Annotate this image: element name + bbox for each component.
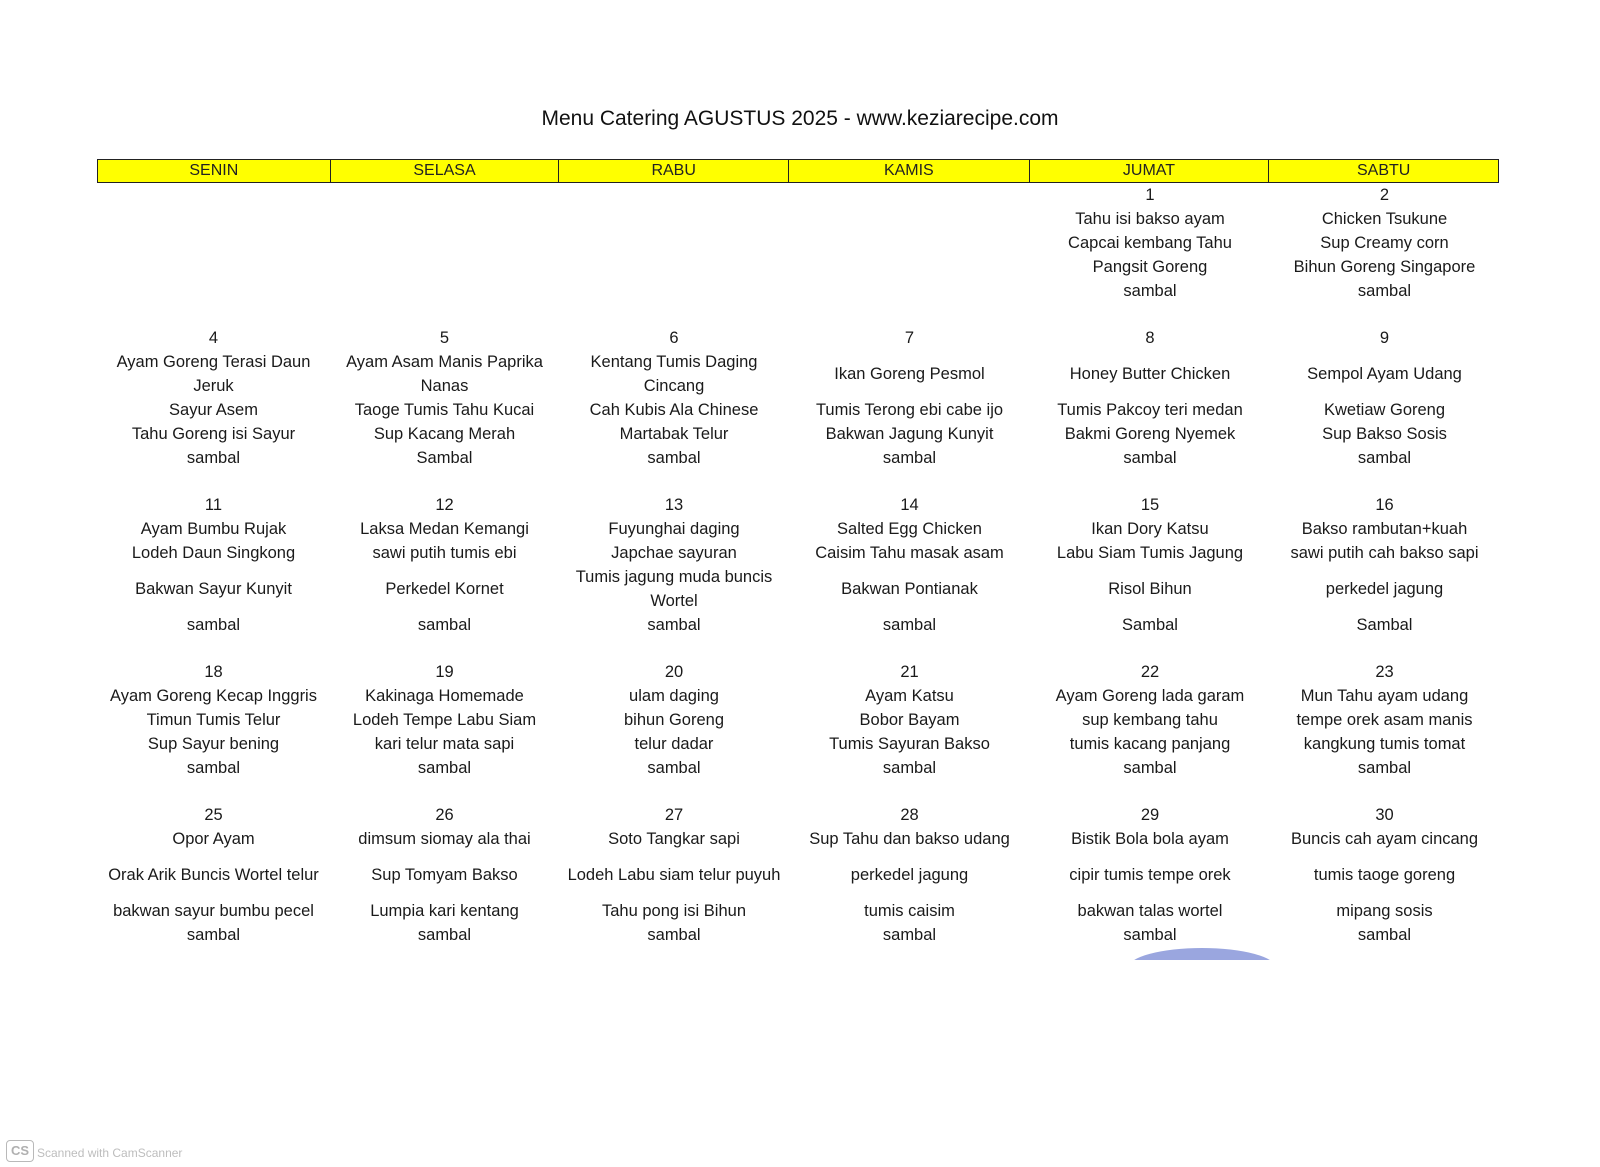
menu-item-text: Cah Kubis Ala Chinese [589, 401, 759, 419]
day-cell [97, 660, 330, 780]
menu-item [559, 732, 789, 756]
weekday-header: RABU [559, 160, 789, 182]
menu-item-text: Pangsit Goreng [1092, 258, 1208, 276]
menu-item-text: mipang sosis [1336, 902, 1433, 920]
menu-item-text: Orak Arik Buncis Wortel telur [108, 866, 319, 884]
menu-item-text: sambal [186, 926, 241, 944]
menu-item-text: Salted Egg Chicken [837, 520, 982, 538]
menu-item-text: dimsum siomay ala thai [358, 830, 531, 848]
menu-item-text: Sup Tahu dan bakso udang [809, 830, 1010, 848]
day-cell [1270, 183, 1499, 303]
day-number: 22 [1140, 663, 1160, 681]
menu-item [559, 398, 789, 422]
day-number: 30 [1375, 806, 1394, 824]
day-cell [1270, 326, 1499, 470]
day-cell [97, 183, 330, 303]
menu-item [1270, 350, 1499, 398]
menu-item [330, 851, 559, 899]
sambal-item [1270, 756, 1499, 780]
menu-item [1270, 541, 1499, 565]
day-number: 2 [1379, 186, 1390, 204]
menu-item-text: sambal [1123, 449, 1177, 467]
menu-item-text: Timun Tumis Telur [146, 711, 281, 729]
weekday-header: KAMIS [789, 160, 1030, 182]
menu-item [789, 851, 1030, 899]
day-cell [330, 803, 559, 947]
sambal-item [1270, 446, 1499, 470]
menu-item [330, 899, 559, 923]
menu-item-text: sambal [1357, 449, 1412, 467]
menu-item [97, 684, 330, 708]
menu-item-text: sup kembang tahu [1082, 711, 1218, 729]
menu-item-text: Ayam Goreng lada garam [1055, 687, 1245, 705]
menu-item [559, 517, 789, 541]
menu-item [1030, 350, 1270, 398]
menu-item-text: Sup Kacang Merah [373, 425, 516, 443]
menu-item-text: sawi putih cah bakso sapi [1290, 544, 1479, 562]
day-number: 5 [439, 329, 450, 347]
menu-item-text: tumis caisim [864, 902, 955, 920]
menu-item [97, 398, 330, 422]
menu-item [1030, 231, 1270, 255]
day-number: 9 [1379, 329, 1390, 347]
menu-item-text: kari telur mata sapi [374, 735, 515, 753]
sambal-item [1270, 923, 1499, 947]
menu-item-text: Ayam Bumbu Rujak [140, 520, 287, 538]
menu-item-text: Laksa Medan Kemangi [360, 520, 529, 538]
menu-item-text: sambal [882, 759, 937, 777]
menu-item-text: Sambal [1356, 616, 1413, 634]
menu-item-text: Honey Butter Chicken [1069, 365, 1231, 383]
menu-item [789, 565, 1030, 613]
menu-item-text: Tahu Goreng isi Sayur [131, 425, 296, 443]
menu-item-text: tumis kacang panjang [1069, 735, 1231, 753]
menu-item-text: Ayam Goreng Kecap Inggris [110, 687, 317, 705]
menu-item [1270, 207, 1499, 231]
menu-item [1270, 732, 1499, 756]
menu-item [1270, 684, 1499, 708]
menu-item [1030, 517, 1270, 541]
menu-item-text: Soto Tangkar sapi [608, 830, 740, 848]
menu-item [789, 708, 1030, 732]
menu-item [1270, 851, 1499, 899]
menu-item-text: Kakinaga Homemade [365, 687, 524, 705]
menu-item-text: telur dadar [634, 735, 714, 753]
menu-item [330, 350, 559, 398]
sambal-item [559, 613, 789, 637]
menu-item-text: sambal [1123, 759, 1177, 777]
menu-item-text: sambal [647, 449, 701, 467]
sambal-item [789, 613, 1030, 637]
menu-item [559, 708, 789, 732]
sambal-item [1030, 613, 1270, 637]
menu-item-text: Bakwan Sayur Kunyit [135, 580, 292, 598]
menu-item-text: bakwan sayur bumbu pecel [113, 902, 314, 920]
day-cell [559, 660, 789, 780]
menu-item [97, 899, 330, 923]
day-number [559, 183, 789, 207]
menu-item-text: sambal [882, 926, 937, 944]
day-number: 23 [1375, 663, 1394, 681]
menu-item [789, 422, 1030, 446]
day-number [330, 183, 559, 207]
week-row [97, 660, 1499, 780]
menu-item [97, 517, 330, 541]
menu-item [559, 684, 789, 708]
menu-item-text: Bobor Bayam [859, 711, 960, 729]
day-number: 7 [904, 329, 915, 347]
menu-item [97, 732, 330, 756]
menu-item-text: sambal [417, 616, 472, 634]
menu-item [330, 565, 559, 613]
menu-item-text: Fuyunghai daging [608, 520, 740, 538]
sambal-item [559, 756, 789, 780]
menu-item-text: ulam daging [629, 687, 719, 705]
sambal-item [1030, 756, 1270, 780]
weekday-header: SABTU [1356, 162, 1411, 179]
menu-item-text: sambal [186, 616, 241, 634]
menu-item [789, 684, 1030, 708]
menu-item [1030, 708, 1270, 732]
menu-item-text: sambal [417, 759, 472, 777]
menu-item-text: perkedel jagung [850, 866, 969, 884]
sambal-item [789, 446, 1030, 470]
day-number: 19 [435, 663, 454, 681]
menu-item [1030, 851, 1270, 899]
menu-item-text: Bihun Goreng Singapore [1293, 258, 1476, 276]
menu-item [97, 541, 330, 565]
day-number: 28 [900, 806, 919, 824]
weekday-header-row [97, 159, 1499, 183]
sambal-item [559, 923, 789, 947]
day-number: 13 [664, 496, 684, 514]
menu-item-text: tempe orek asam manis [1296, 711, 1473, 729]
menu-item [97, 851, 330, 899]
menu-item-text: cipir tumis tempe orek [1069, 866, 1231, 884]
day-number: 16 [1375, 496, 1394, 514]
sambal-item [97, 923, 330, 947]
sambal-item [330, 613, 559, 637]
menu-item [1270, 899, 1499, 923]
menu-item [1270, 827, 1499, 851]
menu-item-text: Sup Creamy corn [1320, 234, 1449, 252]
day-number: 20 [664, 663, 684, 681]
sambal-item [1270, 613, 1499, 637]
menu-item-text: Ayam Asam Manis Paprika Nanas [346, 353, 543, 395]
sambal-item [330, 923, 559, 947]
sambal-item [97, 446, 330, 470]
menu-item-text: Tumis Pakcoy teri medan [1057, 401, 1243, 419]
sambal-item [330, 756, 559, 780]
menu-item [1030, 541, 1270, 565]
menu-item-text: Perkedel Kornet [385, 580, 504, 598]
menu-item [97, 708, 330, 732]
menu-item [1030, 207, 1270, 231]
sambal-item [97, 756, 330, 780]
menu-item-text: Capcai kembang Tahu [1068, 234, 1232, 252]
menu-item [559, 565, 789, 613]
menu-item [1270, 708, 1499, 732]
menu-item-text: Bakwan Jagung Kunyit [825, 425, 994, 443]
menu-item-text: perkedel jagung [1325, 580, 1444, 598]
menu-item-text: sambal [882, 449, 937, 467]
day-cell [1030, 493, 1270, 637]
menu-item [559, 422, 789, 446]
menu-item [1030, 565, 1270, 613]
menu-item [559, 899, 789, 923]
menu-item-text: sambal [186, 449, 241, 467]
sambal-item [789, 923, 1030, 947]
menu-item-text: bihun Goreng [624, 711, 724, 729]
day-number: 25 [204, 806, 223, 824]
sambal-item [559, 446, 789, 470]
menu-item-text: Caisim Tahu masak asam [815, 544, 1004, 562]
menu-item [97, 827, 330, 851]
menu-item-text: Tahu pong isi Bihun [601, 902, 747, 920]
menu-item [1030, 422, 1270, 446]
menu-item-text: Lodeh Labu siam telur puyuh [567, 866, 781, 884]
day-cell [559, 183, 789, 303]
menu-item [1030, 899, 1270, 923]
menu-item-text: sambal [647, 759, 701, 777]
menu-item-text: Labu Siam Tumis Jagung [1056, 544, 1244, 562]
day-number: 11 [204, 496, 223, 514]
menu-item [789, 541, 1030, 565]
menu-item-text: sambal [647, 926, 701, 944]
menu-item-text: sawi putih tumis ebi [372, 544, 517, 562]
day-cell [1270, 660, 1499, 780]
day-cell [330, 326, 559, 470]
day-cell [1030, 803, 1270, 947]
menu-item-text: Kwetiaw Goreng [1323, 401, 1446, 419]
menu-item-text: Lumpia kari kentang [370, 902, 519, 920]
day-cell [97, 803, 330, 947]
menu-item [559, 350, 789, 398]
menu-item [559, 541, 789, 565]
menu-item-text: Bakmi Goreng Nyemek [1064, 425, 1236, 443]
day-number: 29 [1140, 806, 1160, 824]
day-cell [330, 183, 559, 303]
menu-item-text: sambal [882, 616, 937, 634]
menu-item [1270, 255, 1499, 279]
menu-item-text: Sayur Asem [169, 401, 258, 419]
sambal-item [789, 756, 1030, 780]
day-number: 12 [435, 496, 454, 514]
weekday-header: SELASA [331, 160, 560, 182]
menu-item-text: sambal [1357, 282, 1412, 300]
menu-item [789, 899, 1030, 923]
menu-item [559, 827, 789, 851]
menu-item [330, 398, 559, 422]
page-title: Menu Catering AGUSTUS 2025 - www.keziarecipe.com [541, 107, 1059, 130]
menu-item [97, 350, 330, 398]
menu-item [789, 517, 1030, 541]
sambal-item [97, 613, 330, 637]
day-number [97, 183, 330, 207]
menu-item-text: Mun Tahu ayam udang [1300, 687, 1469, 705]
menu-item-text: kangkung tumis tomat [1303, 735, 1466, 753]
menu-item [97, 565, 330, 613]
day-cell [789, 183, 1030, 303]
menu-item [1030, 684, 1270, 708]
sambal-item [1030, 446, 1270, 470]
menu-item-text: sambal [186, 759, 241, 777]
menu-item-text: Tahu isi bakso ayam [1075, 210, 1225, 228]
day-number: 8 [1145, 329, 1155, 347]
menu-item [330, 422, 559, 446]
menu-item-text: Tumis Sayuran Bakso [829, 735, 990, 753]
day-cell [559, 493, 789, 637]
day-cell [559, 326, 789, 470]
menu-item-text: Lodeh Daun Singkong [131, 544, 296, 562]
sambal-item [1030, 923, 1270, 947]
sambal-item [1030, 279, 1270, 303]
day-cell [789, 326, 1030, 470]
day-number: 14 [900, 496, 919, 514]
menu-item-text: Japchae sayuran [611, 544, 737, 562]
menu-item-text: sambal [1357, 926, 1412, 944]
menu-item [789, 398, 1030, 422]
menu-item [330, 541, 559, 565]
week-row [97, 493, 1499, 637]
menu-item-text: tumis taoge goreng [1313, 866, 1456, 884]
menu-item-text: Bakwan Pontianak [841, 580, 978, 598]
day-cell [97, 326, 330, 470]
menu-item [1270, 398, 1499, 422]
day-number: 6 [669, 329, 679, 347]
day-cell [330, 493, 559, 637]
menu-item [330, 732, 559, 756]
menu-item-text: Sambal [1122, 616, 1178, 634]
menu-item-text: Ikan Dory Katsu [1091, 520, 1209, 538]
menu-item-text: sambal [1123, 282, 1177, 300]
menu-item [1030, 398, 1270, 422]
menu-item-text: Ayam Katsu [865, 687, 954, 705]
menu-item [789, 732, 1030, 756]
menu-item [1030, 732, 1270, 756]
day-number: 15 [1140, 496, 1160, 514]
day-cell [1270, 803, 1499, 947]
day-cell [1030, 660, 1270, 780]
menu-item-text: Bakso rambutan+kuah [1301, 520, 1468, 538]
menu-item [789, 827, 1030, 851]
day-cell [97, 493, 330, 637]
menu-item-text: sambal [417, 926, 472, 944]
day-cell [559, 803, 789, 947]
menu-item [97, 422, 330, 446]
blue-stamp-mark [1128, 948, 1276, 960]
day-cell [789, 493, 1030, 637]
menu-item-text: Kentang Tumis Daging Cincang [590, 353, 758, 395]
week-row [97, 803, 1499, 947]
menu-item-text: Tumis Terong ebi cabe ijo [815, 401, 1004, 419]
menu-item [789, 350, 1030, 398]
menu-item-text: Sempol Ayam Udang [1307, 365, 1462, 383]
menu-item [559, 851, 789, 899]
day-cell [1030, 183, 1270, 303]
menu-calendar [97, 159, 1499, 947]
weekday-header: JUMAT [1030, 160, 1270, 182]
menu-item [330, 708, 559, 732]
sambal-item [330, 446, 559, 470]
menu-item-text: Ikan Goreng Pesmol [834, 365, 985, 383]
week-row [97, 326, 1499, 470]
menu-item-text: sambal [1123, 926, 1177, 944]
day-cell [330, 660, 559, 780]
menu-item-text: Chicken Tsukune [1321, 210, 1448, 228]
day-cell [1030, 326, 1270, 470]
menu-item-text: Opor Ayam [172, 830, 255, 848]
sambal-item [1270, 279, 1499, 303]
menu-item [1030, 255, 1270, 279]
menu-item-text: Buncis cah ayam cincang [1290, 830, 1479, 848]
menu-item [330, 684, 559, 708]
camscanner-logo: CS [6, 1140, 34, 1162]
menu-item-text: Sambal [416, 449, 473, 467]
weekday-header: SENIN [98, 160, 331, 182]
day-number: 27 [664, 806, 684, 824]
menu-item-text: Ayam Goreng Terasi Daun Jeruk [116, 353, 311, 395]
menu-item-text: Bistik Bola bola ayam [1071, 830, 1229, 848]
calendar-body [97, 183, 1499, 947]
day-cell [1270, 493, 1499, 637]
menu-item [1270, 231, 1499, 255]
menu-item-text: Taoge Tumis Tahu Kucai [354, 401, 535, 419]
menu-item [330, 517, 559, 541]
menu-item [1030, 827, 1270, 851]
day-cell [789, 660, 1030, 780]
day-number: 21 [900, 663, 919, 681]
menu-item [330, 827, 559, 851]
day-number: 4 [208, 329, 219, 347]
menu-item-text: Risol Bihun [1108, 580, 1192, 598]
day-number: 18 [204, 663, 223, 681]
day-number: 26 [435, 806, 454, 824]
menu-item [1270, 565, 1499, 613]
week-row [97, 183, 1499, 303]
menu-item-text: Lodeh Tempe Labu Siam [352, 711, 537, 729]
menu-item-text: Tumis jagung muda buncis Wortel [575, 568, 773, 610]
menu-item [1270, 422, 1499, 446]
menu-item-text: bakwan talas wortel [1077, 902, 1223, 920]
scanner-watermark-text: Scanned with CamScanner [37, 1146, 183, 1160]
menu-item-text: Sup Bakso Sosis [1322, 425, 1447, 443]
menu-item-text: Martabak Telur [619, 425, 729, 443]
day-number: 1 [1145, 186, 1155, 204]
menu-item-text: Sup Sayur bening [147, 735, 280, 753]
menu-item-text: Sup Tomyam Bakso [371, 866, 518, 884]
menu-item-text: sambal [1357, 759, 1412, 777]
day-number [789, 183, 1030, 207]
menu-item [1270, 517, 1499, 541]
day-cell [789, 803, 1030, 947]
menu-item-text: sambal [647, 616, 701, 634]
